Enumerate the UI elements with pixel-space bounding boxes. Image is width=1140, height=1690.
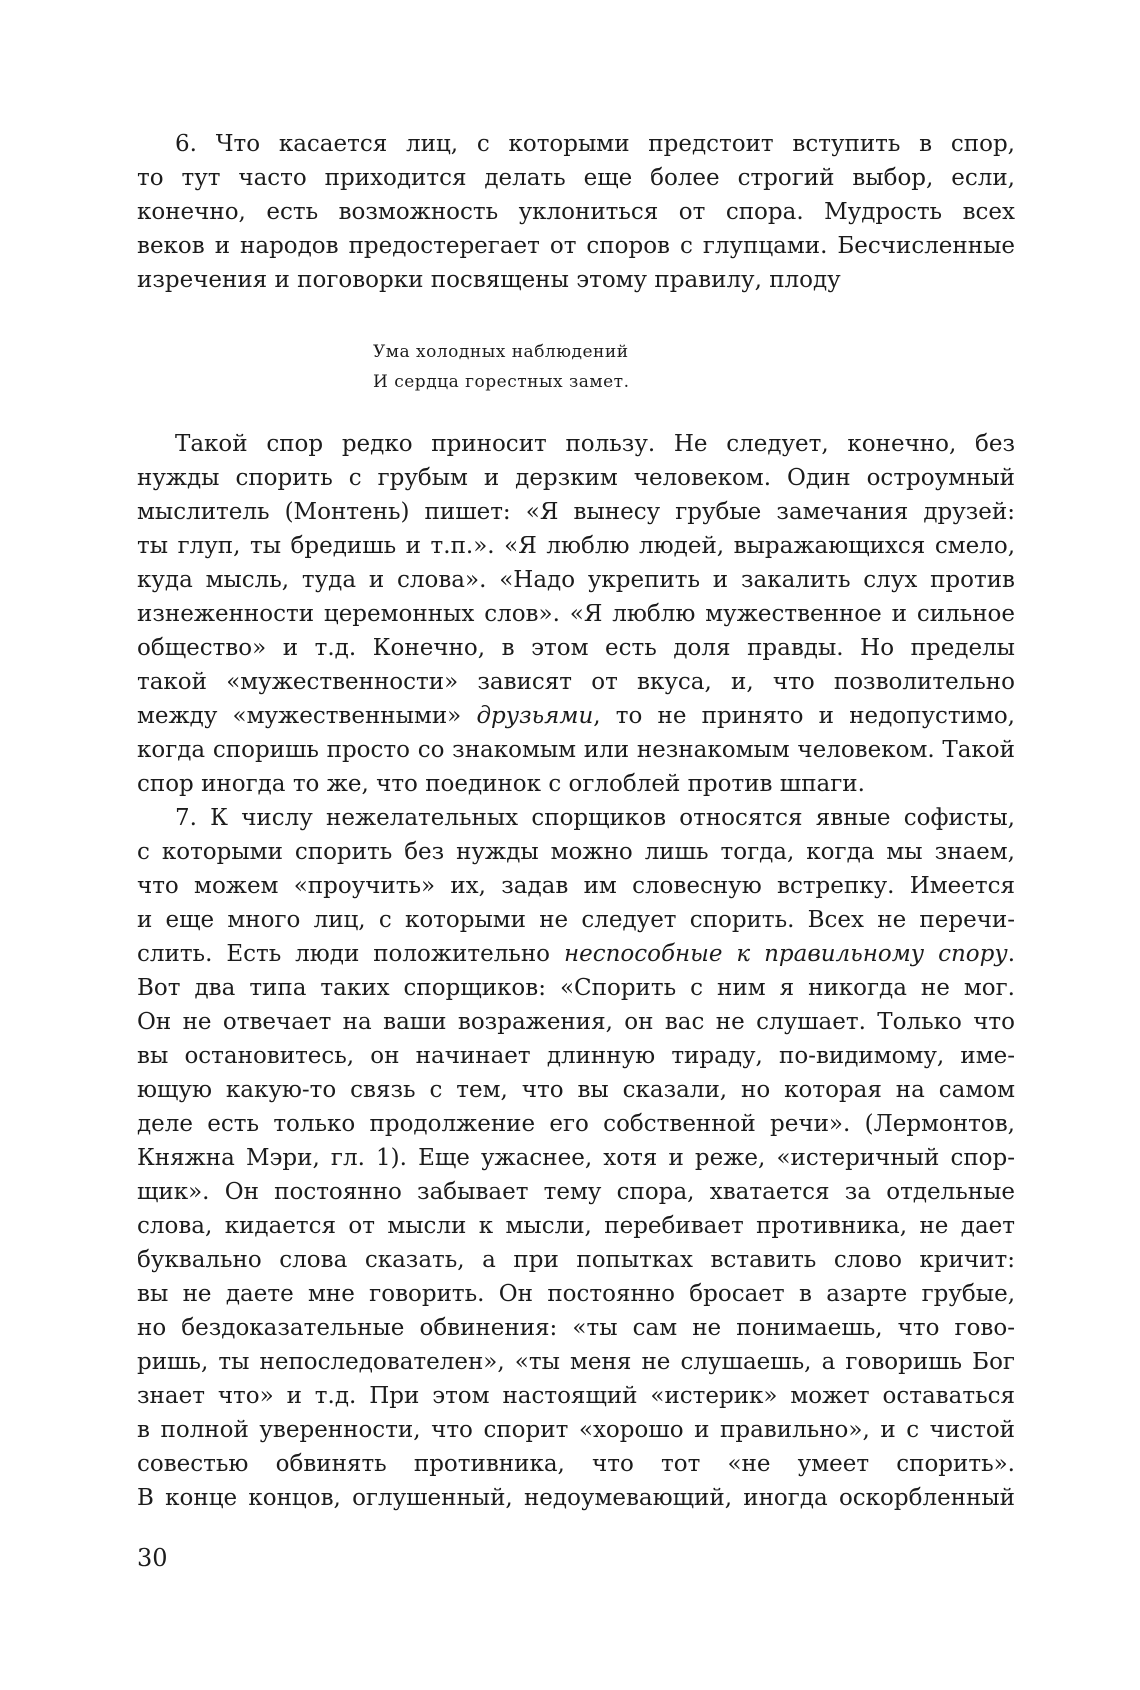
text-line: деле есть только продолжение его собственной речи». (Лермонтов,: [137, 1111, 1015, 1137]
text-line: вы не даете мне говорить. Он постоянно бросает в азарте грубые,: [137, 1281, 1015, 1307]
text-line: Княжна Мэри, гл. 1). Еще ужаснее, хотя и реже, «истеричный спор-: [137, 1145, 1015, 1171]
text-line: ришь, ты непоследователен», «ты меня не слушаешь, а говоришь Бог: [137, 1349, 1015, 1375]
text-line: щик». Он постоянно забывает тему спора, хватается за отдельные: [137, 1179, 1015, 1205]
text-line: ты глуп, ты бредишь и т.п.». «Я люблю людей, выражающихся смело,: [137, 533, 1015, 559]
text-line: [137, 937, 1015, 971]
text-line: конечно, есть возможность уклониться от спора. Мудрость всех: [137, 199, 1015, 225]
text-run: слить. Есть люди положительно: [137, 941, 564, 967]
verse-line: И сердца горестных замет.: [373, 372, 630, 392]
text-line: 6. Что касается лиц, с которыми предстоит вступить в спор,: [175, 131, 1015, 157]
text-line: знает что» и т.д. При этом настоящий «истерик» может оставаться: [137, 1383, 1015, 1409]
text-run: , то не принято и недопустимо,: [593, 703, 1015, 729]
text-line: изречения и поговорки посвящены этому правилу, плоду: [137, 267, 841, 293]
text-line: с которыми спорить без нужды можно лишь тогда, когда мы знаем,: [137, 839, 1015, 865]
italic-emphasis: неспособные к правильному спору: [563, 941, 1008, 967]
text-line: спор иногда то же, что поединок с оглоблей против шпаги.: [137, 771, 865, 797]
text-line: вы остановитесь, он начинает длинную тираду, по-видимому, име-: [137, 1043, 1015, 1069]
page-number: 30: [137, 1544, 168, 1572]
text-line: нужды спорить с грубым и дерзким человеком. Один остроумный: [137, 465, 1015, 491]
text-line: ющую какую-то связь с тем, что вы сказали, но которая на самом: [137, 1077, 1015, 1103]
text-line: мыслитель (Монтень) пишет: «Я вынесу грубые замечания друзей:: [137, 499, 1015, 525]
italic-emphasis: друзьями: [476, 703, 594, 729]
text-line: буквально слова сказать, а при попытках вставить слово кричит:: [137, 1247, 1015, 1273]
text-line: Такой спор редко приносит пользу. Не следует, конечно, без: [175, 431, 1015, 457]
text-line: такой «мужественности» зависят от вкуса, и, что позволительно: [137, 669, 1015, 695]
text-line: когда споришь просто со знакомым или незнакомым человеком. Такой: [137, 737, 1015, 763]
text-line: веков и народов предостерегает от споров с глупцами. Бесчисленные: [137, 233, 1015, 259]
text-line: но бездоказательные обвинения: «ты сам не понимаешь, что гово-: [137, 1315, 1015, 1341]
text-line: совестью обвинять противника, что тот «не умеет спорить».: [137, 1451, 1015, 1477]
text-run: .: [1007, 941, 1015, 967]
text-line: Он не отвечает на ваши возражения, он вас не слушает. Только что: [137, 1009, 1015, 1035]
text-line: общество» и т.д. Конечно, в этом есть доля правды. Но пределы: [137, 635, 1015, 661]
text-line: В конце концов, оглушенный, недоумевающий, иногда оскорбленный: [137, 1485, 1015, 1511]
text-line: в полной уверенности, что спорит «хорошо и правильно», и с чистой: [137, 1417, 1015, 1443]
text-line: что можем «проучить» их, задав им словесную встрепку. Имеется: [137, 873, 1015, 899]
text-line: 7. К числу нежелательных спорщиков относятся явные софисты,: [175, 805, 1015, 831]
text-line: слова, кидается от мысли к мысли, перебивает противника, не дает: [137, 1213, 1015, 1239]
text-run: между «мужественными»: [137, 703, 477, 729]
text-line: и еще много лиц, с которыми не следует спорить. Всех не перечи-: [137, 907, 1015, 933]
text-line: изнеженности церемонных слов». «Я люблю мужественное и сильное: [137, 601, 1015, 627]
verse-line: Ума холодных наблюдений: [373, 342, 629, 362]
text-line: куда мысль, туда и слова». «Надо укрепить и закалить слух против: [137, 567, 1015, 593]
text-line: [137, 699, 1015, 733]
text-line: Вот два типа таких спорщиков: «Спорить с ним я никогда не мог.: [137, 975, 1015, 1001]
text-line: то тут часто приходится делать еще более строгий выбор, если,: [137, 165, 1015, 191]
